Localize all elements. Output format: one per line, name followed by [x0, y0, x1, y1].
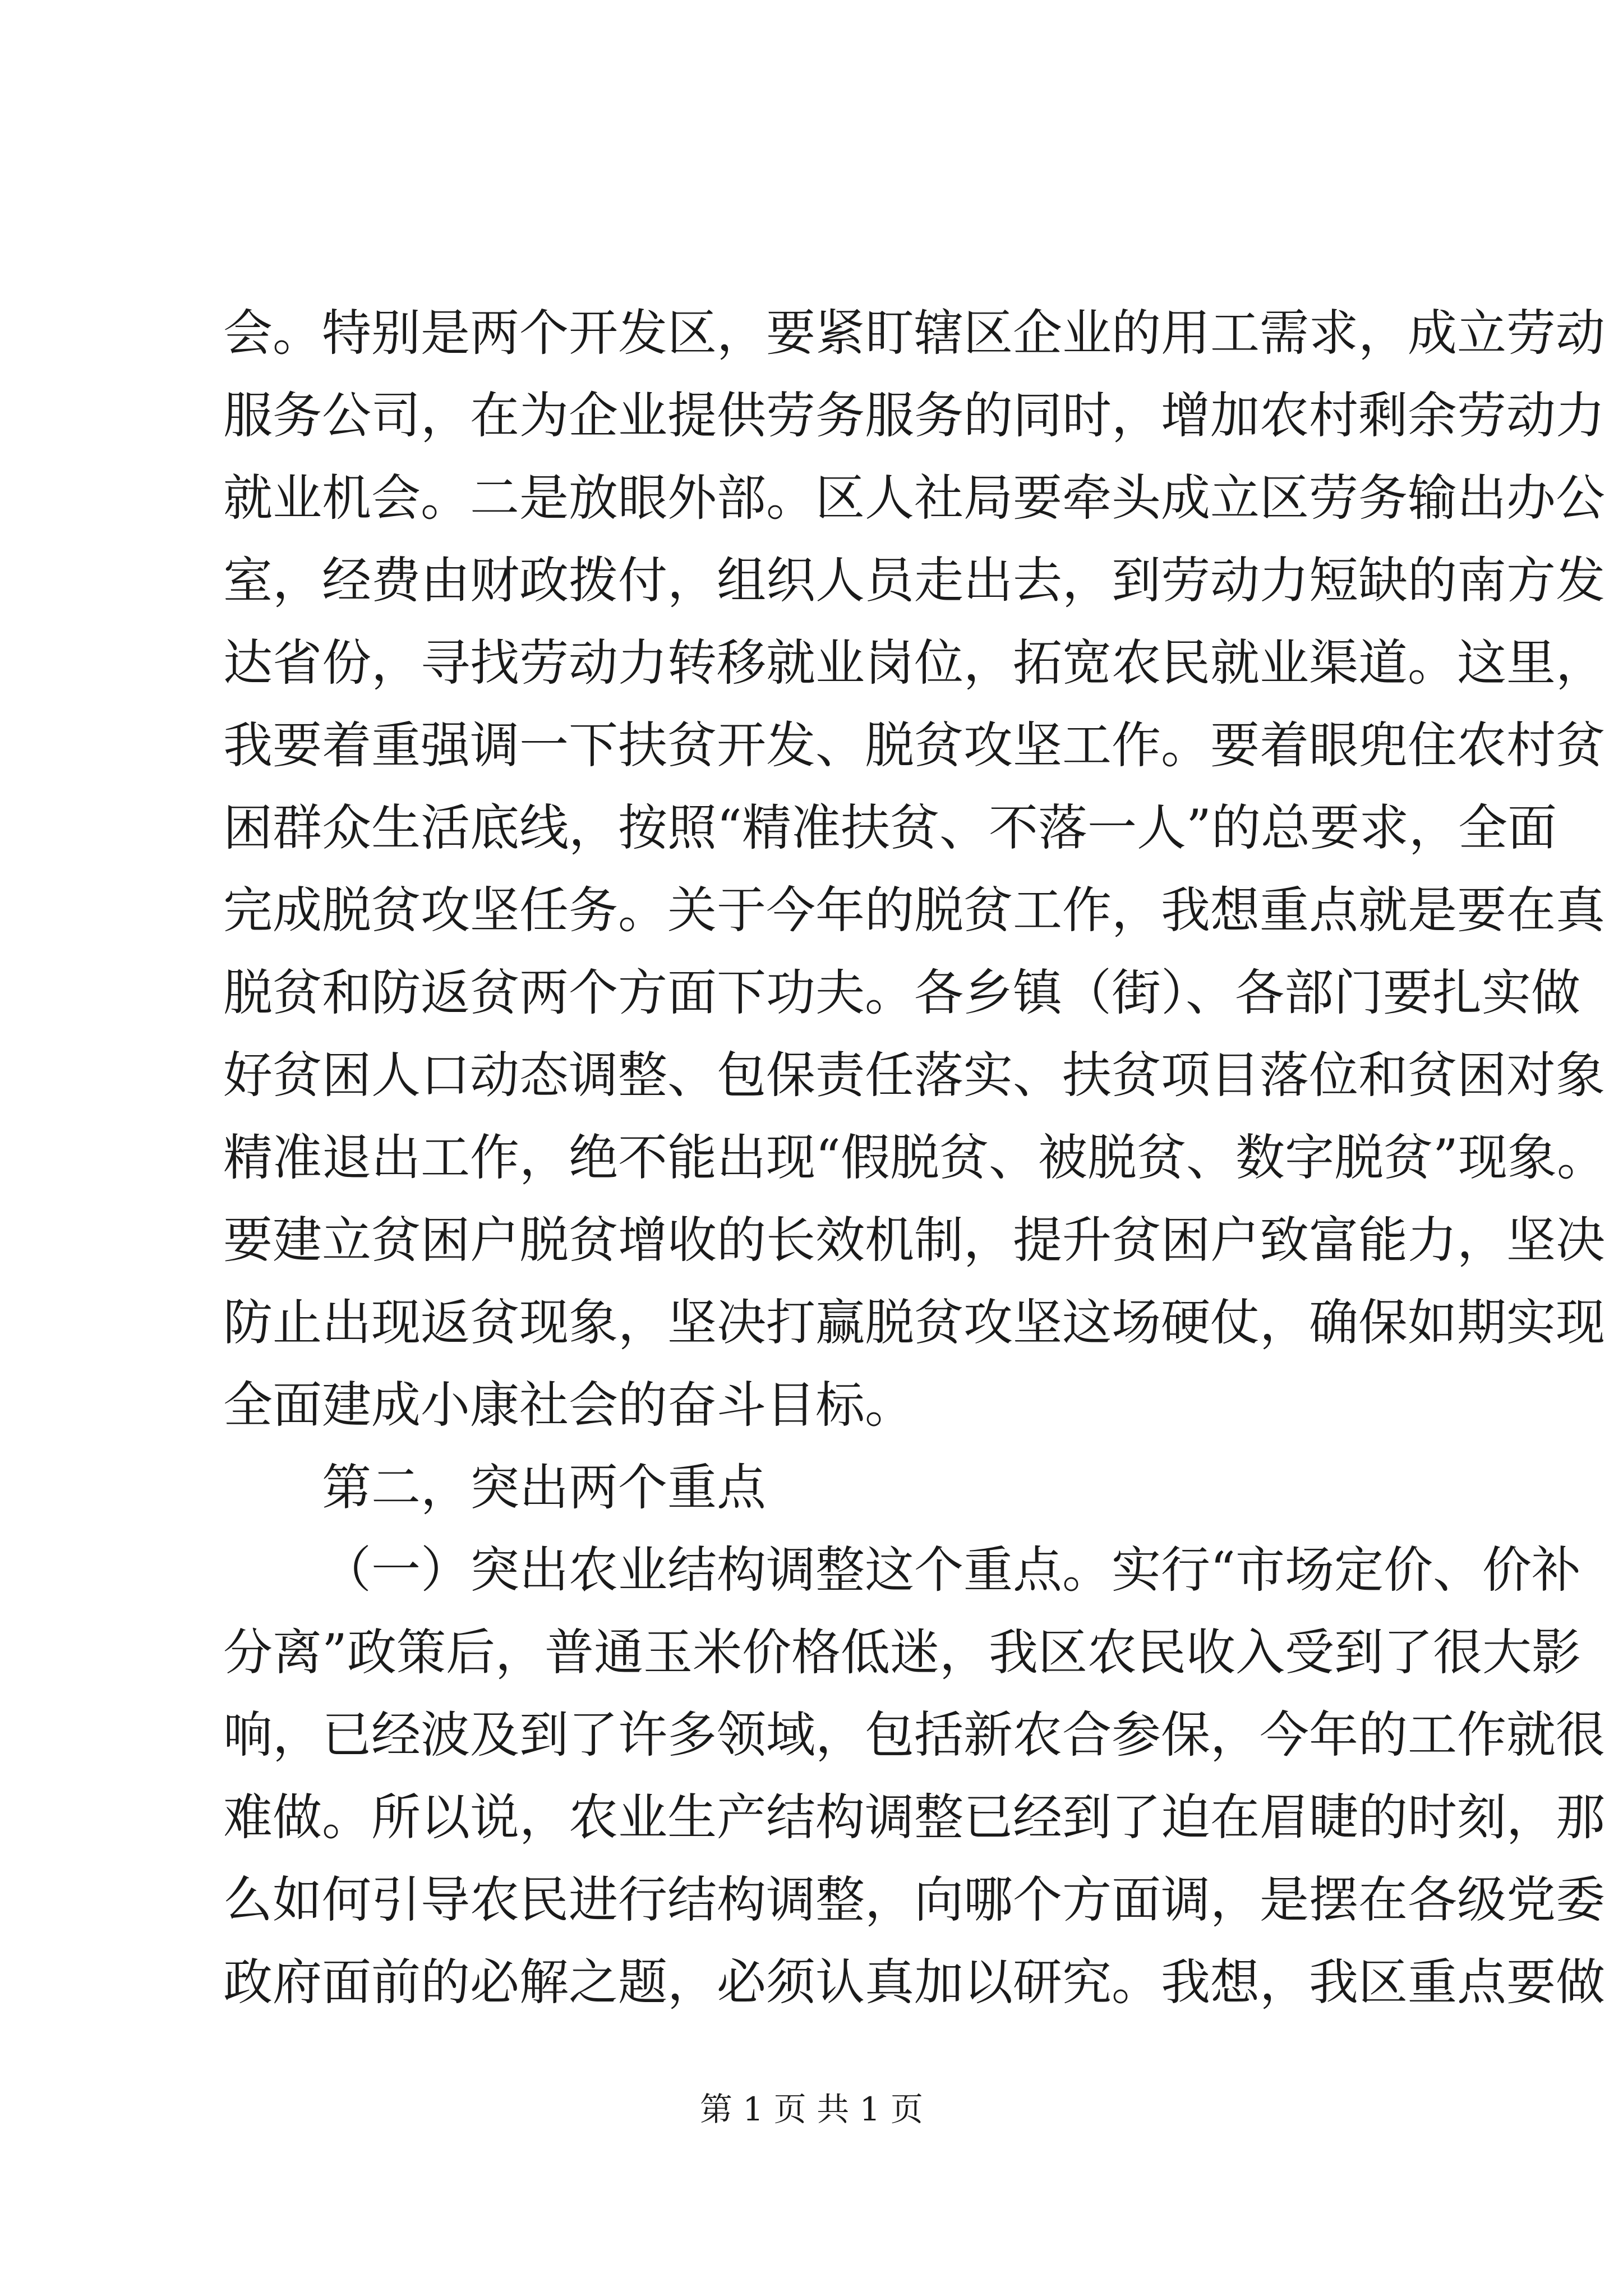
text-line: 分离”政策后，普通玉米价格低迷，我区农民收入受到了很大影	[223, 1623, 1581, 1681]
text-line: 防止出现返贫现象，坚决打赢脱贫攻坚这场硬仗，确保如期实现	[223, 1294, 1606, 1351]
text-line: 政府面前的必解之题，必须认真加以研究。我想，我区重点要做	[223, 1953, 1606, 2011]
page-number: 第 1 页 共 1 页	[700, 2090, 923, 2128]
text-line: 会。特别是两个开发区，要紧盯辖区企业的用工需求，成立劳动	[223, 304, 1606, 362]
section-heading: 第二，突出两个重点	[322, 1458, 767, 1516]
text-line: 要建立贫困户脱贫增收的长效机制，提升贫困户致富能力，坚决	[223, 1211, 1606, 1269]
text-line: 好贫困人口动态调整、包保责任落实、扶贫项目落位和贫困对象	[223, 1046, 1606, 1104]
text-line: 难做。所以说，农业生产结构调整已经到了迫在眉睫的时刻，那	[223, 1788, 1606, 1846]
body-text	[223, 292, 1606, 2023]
page-footer	[0, 2087, 1623, 2132]
text-line: （一）突出农业结构调整这个重点。实行“市场定价、价补	[322, 1541, 1581, 1599]
text-line: 脱贫和防返贫两个方面下功夫。各乡镇（街）、各部门要扎实做	[223, 964, 1581, 1022]
text-line: 就业机会。二是放眼外部。区人社局要牵头成立区劳务输出办公	[223, 469, 1606, 527]
text-line: 我要着重强调一下扶贫开发、脱贫攻坚工作。要着眼兜住农村贫	[223, 716, 1606, 774]
text-line: 达省份，寻找劳动力转移就业岗位，拓宽农民就业渠道。这里，	[223, 634, 1606, 692]
text-line: 服务公司，在为企业提供劳务服务的同时，增加农村剩余劳动力	[223, 386, 1606, 444]
text-line: 室，经费由财政拨付，组织人员走出去，到劳动力短缺的南方发	[223, 551, 1606, 609]
text-line: 全面建成小康社会的奋斗目标。	[223, 1376, 915, 1434]
text-line: 么如何引导农民进行结构调整，向哪个方面调，是摆在各级党委	[223, 1871, 1606, 1929]
text-line: 困群众生活底线，按照“精准扶贫、不落一人”的总要求，全面	[223, 799, 1557, 857]
text-line: 响，已经波及到了许多领域，包括新农合参保，今年的工作就很	[223, 1706, 1606, 1764]
text-line: 完成脱贫攻坚任务。关于今年的脱贫工作，我想重点就是要在真	[223, 881, 1606, 939]
text-line: 精准退出工作，绝不能出现“假脱贫、被脱贫、数字脱贫”现象。	[223, 1129, 1606, 1186]
